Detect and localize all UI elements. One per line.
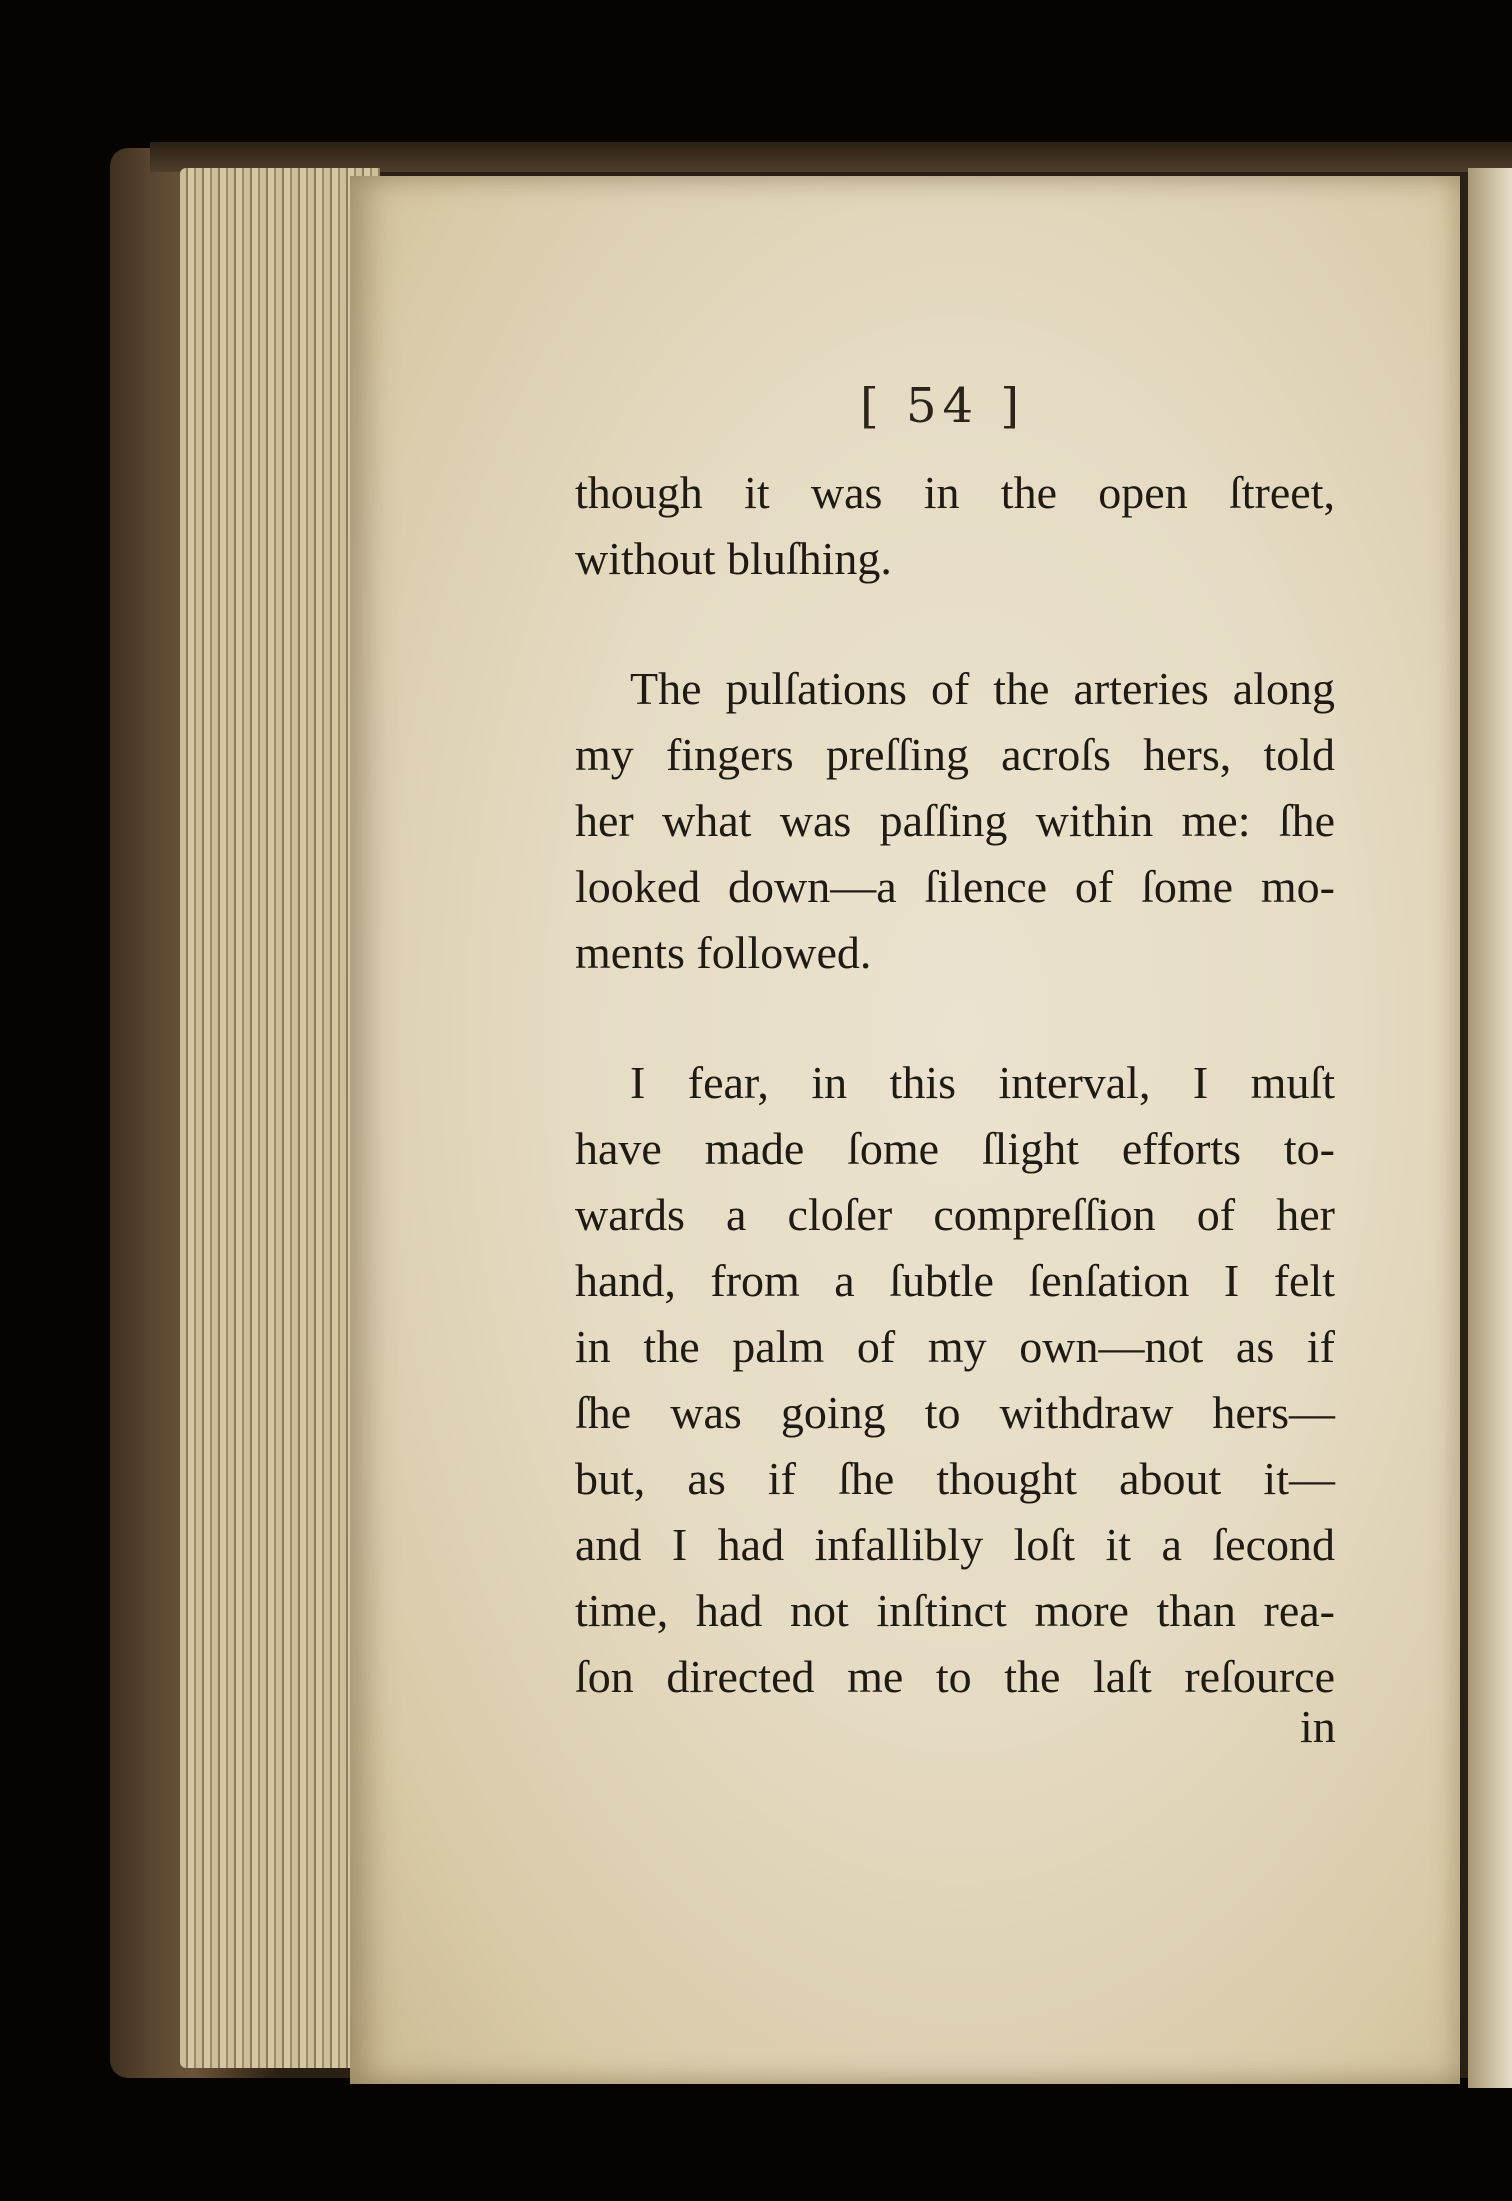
text-line: and I had infallibly loſt it a ſecond <box>575 1519 1335 1570</box>
catchword: in <box>1300 1701 1336 1752</box>
paragraph-3 <box>575 1050 1335 1710</box>
text-line: looked down—a ſilence of ſome mo- <box>575 861 1335 912</box>
text-line: her what was paſſing within me: ſhe <box>575 795 1335 846</box>
page-text <box>575 460 1335 1774</box>
text-line: hand, from a ſubtle ſenſation I felt <box>575 1255 1335 1306</box>
text-line: ſhe was going to withdraw hers— <box>575 1387 1335 1438</box>
text-line: though it was in the open ſtreet, <box>575 467 1335 518</box>
text-line: ſon directed me to the laſt reſource <box>575 1651 1335 1702</box>
text-line: time, had not inſtinct more than rea- <box>575 1585 1335 1636</box>
text-line: The pulſations of the arteries along <box>630 663 1335 714</box>
text-line: in the palm of my own—not as if <box>575 1321 1335 1372</box>
text-line: my fingers preſſing acroſs hers, told <box>575 729 1335 780</box>
text-line: wards a cloſer compreſſion of her <box>575 1189 1335 1240</box>
facing-page-edge <box>1468 168 1512 2088</box>
text-line: I fear, in this interval, I muſt <box>630 1057 1335 1108</box>
paragraph-1 <box>575 460 1335 592</box>
page-number: [ 54 ] <box>860 378 1026 434</box>
text-line: but, as if ſhe thought about it— <box>575 1453 1335 1504</box>
text-line: without bluſhing. <box>575 533 892 584</box>
text-line: have made ſome ſlight efforts to- <box>575 1123 1335 1174</box>
text-line: ments followed. <box>575 927 872 978</box>
paragraph-2 <box>575 656 1335 986</box>
